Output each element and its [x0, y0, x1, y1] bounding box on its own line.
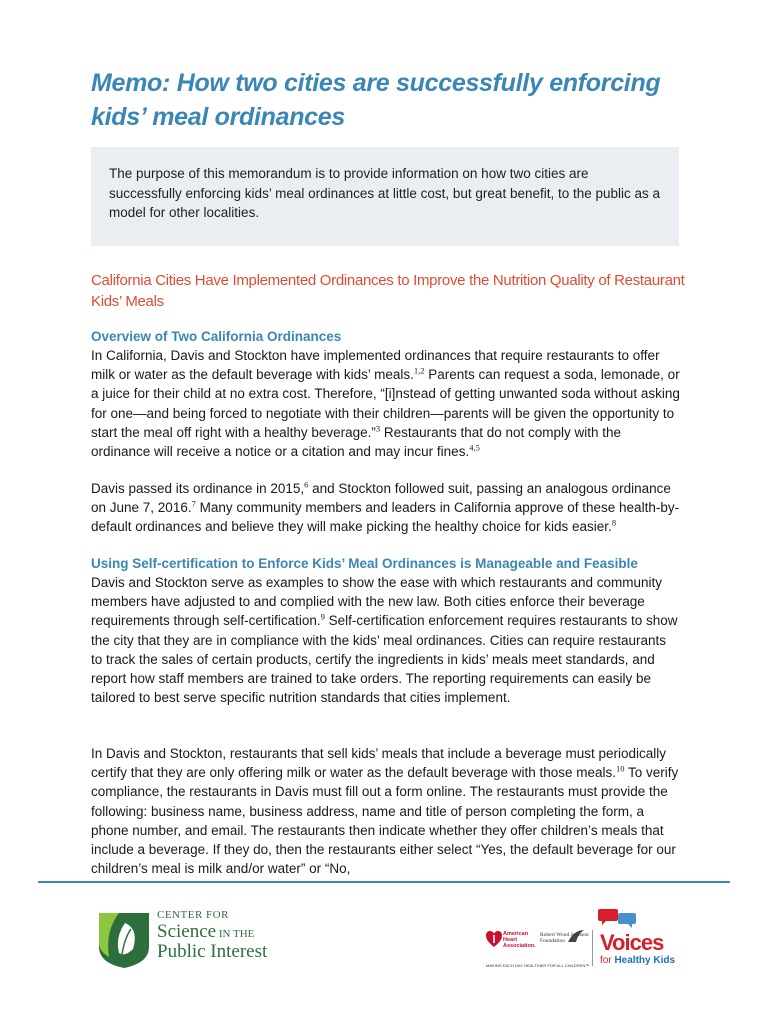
voices-for-healthy-kids-logo — [594, 907, 684, 969]
cspi-line-1: CENTER FOR — [157, 909, 229, 921]
footnote-ref: 7 — [191, 498, 196, 509]
aha-tagline: MAKING EACH DAY HEALTHIER FOR ALL CHILDREN™ — [486, 963, 590, 968]
cspi-in-the: IN THE — [216, 928, 255, 940]
overview-heading: Overview of Two California Ordinances — [91, 329, 342, 344]
aha-line-1: American — [503, 931, 529, 937]
logo-separator — [592, 930, 593, 966]
footnote-ref: 1,2 — [413, 365, 425, 376]
cspi-line-3: Public Interest — [157, 941, 268, 962]
footnote-ref: 6 — [304, 479, 309, 490]
section-heading: California Cities Have Implemented Ordinances to Improve the Nutrition Quality of Restaurant Kids’ Meals — [91, 272, 685, 310]
footnote-ref: 8 — [611, 517, 617, 528]
cspi-science: Science — [157, 921, 217, 942]
footnote-ref: 9 — [320, 611, 325, 622]
self-cert-paragraph-2: In Davis and Stockton, restaurants that sell kids’ meals that include a beverage must periodically certify that they are only offering milk or water as the default beverage with those meals.$^{10}$ To verify compliance, the restaurants in Davis must fill out a form online. The restaurants must provide the following: business name, business address, name and title of person completing the form, a phone number, and email. The restaurants then indicate whether they offer children’s meals that include a beverage. If they do, then the restaurants either select “Yes, the default beverage for our children’s meal is milk and/or water” or “No, — [91, 746, 679, 877]
rwjf-line-2: Foundation — [540, 938, 566, 944]
cspi-leaf-icon — [95, 907, 153, 969]
voices-subtitle: for Healthy Kids — [600, 955, 676, 966]
overview-paragraph-1: In California, Davis and Stockton have implemented ordinances that require restaurants to offer milk or water as the default beverage with kids’ meals.$^{1,2}$ Parents can request a soda, lemonade, or a juice for their child at no extra cost. Therefore, “[i]nstead of getting unwanted soda without asking for one—and being forced to negotiate with their children—parents will be given the opportunity to start the meal off right with a healthy beverage.”$^3$ Restaurants that do not comply with the ordinance will receive a notice or a citation and may incur fines.$^{4,5}$ — [91, 348, 680, 460]
cspi-logo — [95, 907, 285, 969]
voices-word: Voices — [600, 930, 664, 955]
purpose-box — [91, 147, 679, 246]
aha-line-3: Association. — [503, 943, 536, 949]
overview-paragraph-2: Davis passed its ordinance in 2015,$^6$ and Stockton followed suit, passing an analogous ordinance on June 7, 2016.$^7$ Many community members and leaders in California approve of these health-by-default ordinances and believe they will make picking the healthy choice for kids easier.$^8$ — [91, 479, 680, 535]
footnote-ref: 4,5 — [469, 442, 480, 453]
footer-divider — [38, 881, 730, 883]
aha-line-2: Heart — [503, 937, 518, 943]
self-cert-paragraph-1: Davis and Stockton serve as examples to show the ease with which restaurants and community members have adjusted to and complied with the new law. Both cities enforce their beverage requirements through self-certification.$^9$ Self-certification enforcement requires restaurants to show the city that they are in compliance with the kids’ meal ordinances. Cities can require restaurants to track the sales of certain products, certify the ingredients in kids’ meals meet standards, and report how staff members are trained to take orders. The reporting requirements can easily be tailored to best serve specific nutrition standards that cities implement. — [91, 575, 678, 706]
footnote-ref: 3 — [375, 423, 381, 434]
self-cert-heading: Using Self-certification to Enforce Kids’ Meal Ordinances is Manageable and Feasible — [91, 556, 638, 571]
memo-title: Memo: How two cities are successfully enforcing kids’ meal ordinances — [91, 69, 661, 131]
rwjf-logo — [540, 932, 589, 944]
speech-bubbles-icon — [598, 907, 638, 931]
heart-torch-icon — [486, 930, 502, 948]
rwjf-line-1: Robert Wood Johnson — [540, 932, 589, 938]
purpose-text: The purpose of this memorandum is to provide information on how two cities are successfully enforcing kids’ meal ordinances at little cost, but great benefit, to the public as a model for other localities. — [109, 166, 661, 220]
footnote-ref: 10 — [616, 763, 625, 774]
